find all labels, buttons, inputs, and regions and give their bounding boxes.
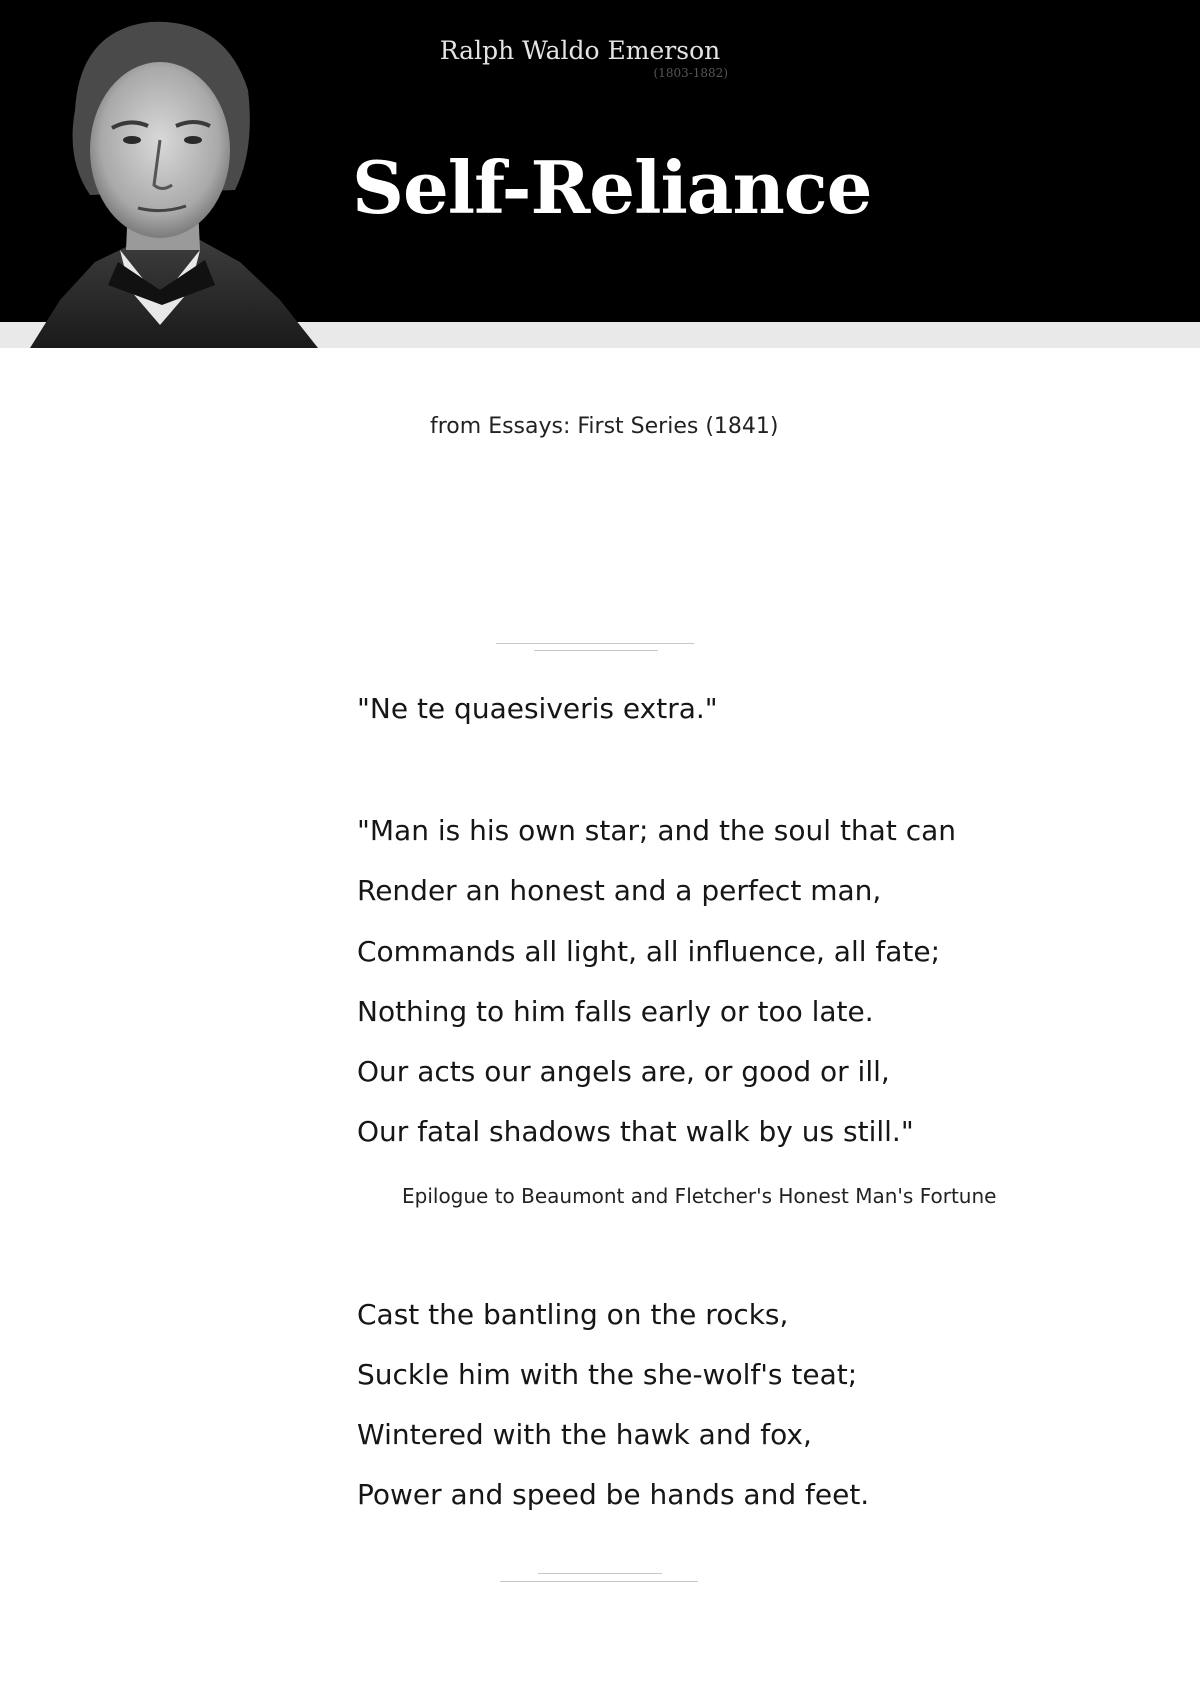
author-portrait — [0, 0, 330, 348]
divider-top-long — [496, 643, 694, 644]
poem-line: Our fatal shadows that walk by us still." — [357, 1115, 914, 1148]
poem-line: Cast the bantling on the rocks, — [357, 1298, 789, 1331]
poem-line: Commands all light, all influence, all fate; — [357, 935, 941, 968]
author-name: Ralph Waldo Emerson — [439, 36, 721, 65]
poem-line: Our acts our angels are, or good or ill, — [357, 1055, 890, 1088]
source-note: from Essays: First Series (1841) — [430, 414, 779, 439]
divider-top-short — [534, 650, 658, 651]
poem-line: Wintered with the hawk and fox, — [357, 1418, 812, 1451]
poem-line: Nothing to him falls early or too late. — [357, 995, 874, 1028]
author-dates: (1803-1882) — [653, 66, 728, 80]
poem-line: Render an honest and a perfect man, — [357, 874, 882, 907]
poem-line: Suckle him with the she-wolf's teat; — [357, 1358, 858, 1391]
motto: "Ne te quaesiveris extra." — [357, 692, 718, 725]
divider-bottom-long — [500, 1581, 698, 1582]
poem-line: "Man is his own star; and the soul that can — [357, 814, 957, 847]
page-title: Self-Reliance — [352, 145, 872, 230]
poem-attribution: Epilogue to Beaumont and Fletcher's Honest Man's Fortune — [402, 1184, 997, 1208]
poem-line: Power and speed be hands and feet. — [357, 1478, 870, 1511]
divider-bottom-short — [538, 1573, 662, 1574]
